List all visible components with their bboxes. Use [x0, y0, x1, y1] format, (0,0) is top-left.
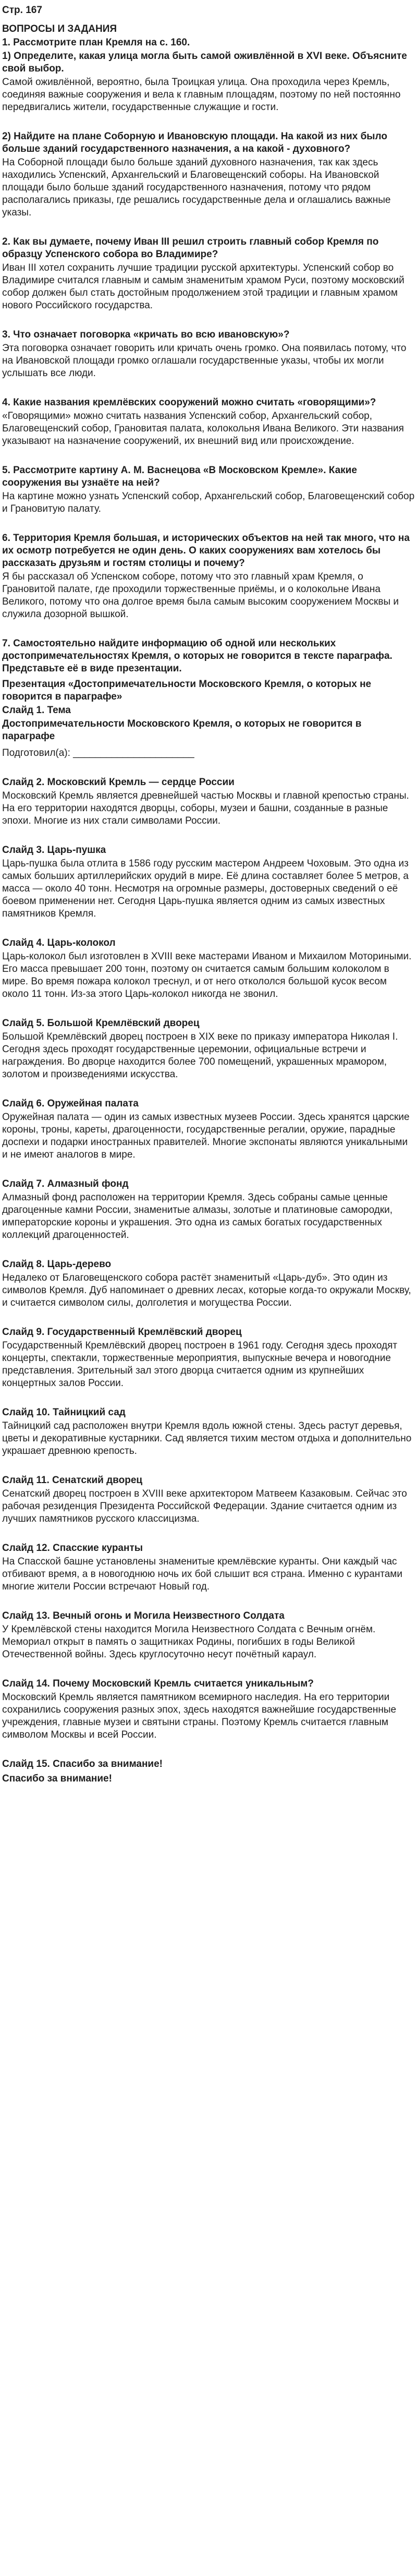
- slide-heading: Слайд 12. Спасские куранты: [2, 1543, 143, 1554]
- slide-body: Царь-колокол был изготовлен в XVIII веке мастерами Иваном и Михаилом Моториными. Его масса превышает 200 тонн, поэтому он считается самым большим колоколом в мире. Во время пожара колокол треснул, и от него откололся большой кусок весом около 11 тонн. Из-за этого Царь-колокол никогда не звонил.: [2, 951, 412, 1000]
- slide-heading: Слайд 9. Государственный Кремлёвский дворец: [2, 1327, 242, 1338]
- slide-block: [2, 1098, 415, 1161]
- questions-list: [2, 37, 415, 675]
- answer-text: На картине можно узнать Успенский собор, Архангельский собор, Благовещенский собор и Грановитую палату.: [2, 491, 415, 514]
- slide-block: [2, 1017, 415, 1081]
- question-text: 7. Самостоятельно найдите информацию об одной или нескольких достопримечательностях Кремля, о которых не говорится в тексте параграфа. Представьте её в виде презентации.: [2, 638, 393, 674]
- slide-block: [2, 1758, 415, 1771]
- prepared-by-line: Подготовил(а): ______________________: [2, 748, 194, 759]
- slide-block: [2, 1474, 415, 1525]
- slide-block: [2, 1258, 415, 1309]
- question-block: [2, 532, 415, 621]
- question-block: [2, 329, 415, 380]
- closing-text: Спасибо за внимание!: [2, 1773, 112, 1784]
- slide-heading: Слайд 10. Тайницкий сад: [2, 1407, 126, 1418]
- slide-block: [2, 844, 415, 920]
- slide-heading: Слайд 7. Алмазный фонд: [2, 1178, 129, 1189]
- slide-heading: Слайд 14. Почему Московский Кремль считается уникальным?: [2, 1678, 314, 1689]
- slide-heading: Слайд 6. Оружейная палата: [2, 1098, 139, 1109]
- slide-body: Государственный Кремлёвский дворец построен в 1961 году. Сегодня здесь проходят концерты, спектакли, торжественные мероприятия, выпускные вечера и новогодние представления. Зрительный зал этого дворца считается одним из крупнейших концертных залов России.: [2, 1340, 398, 1389]
- slide-block: [2, 1178, 415, 1242]
- question-text: 1) Определите, какая улица могла быть самой оживлённой в XVI веке. Объясните свой выбор.: [2, 51, 407, 74]
- slide-heading: Слайд 13. Вечный огонь и Могила Неизвестного Солдата: [2, 1610, 285, 1621]
- question-text: 4. Какие названия кремлёвских сооружений можно считать «говорящими»?: [2, 397, 376, 408]
- slide-body: Московский Кремль является памятником всемирного наследия. На его территории сохранились сооружения разных эпох, здесь находятся важнейшие государственные учреждения, главные музеи и святыни страны. Поэтому Кремль считается главным символом Москвы и всей России.: [2, 1692, 397, 1740]
- slide-body: Алмазный фонд расположен на территории Кремля. Здесь собраны самые ценные драгоценные камни России, знаменитые алмазы, золотые и платиновые самородки, императорские короны и украшения. Это одна из самых богатых государственных коллекций драгоценностей.: [2, 1192, 393, 1241]
- question-text: 6. Территория Кремля большая, и исторических объектов на ней так много, что на их осмотр потребуется не один день. О каких сооружениях вам хотелось бы рассказать друзьям и гостям столицы и почему?: [2, 533, 410, 569]
- question-block: [2, 236, 415, 312]
- slide-body: Недалеко от Благовещенского собора растёт знаменитый «Царь-дуб». Это один из символов Кремля. Дуб напоминает о древних лесах, которые когда-то окружали Москву, и считается символом силы, долголетия и могущества России.: [2, 1272, 411, 1308]
- slide-block: [2, 1326, 415, 1390]
- question-text: 3. Что означает поговорка «кричать во всю ивановскую»?: [2, 329, 290, 340]
- slide-body: Оружейная палата — один из самых известных музеев России. Здесь хранятся царские короны, троны, кареты, драгоценности, государственные регалии, оружие, парадные доспехи и подарки иностранных правителей. Многие экспонаты являются уникальными и не имеют аналогов в мире.: [2, 1112, 410, 1160]
- slide-block: [2, 937, 415, 1001]
- slide-heading: Слайд 4. Царь-колокол: [2, 937, 116, 948]
- question-text: 2) Найдите на плане Соборную и Ивановскую площади. На какой из них было больше зданий государственного назначения, а на какой - духовного?: [2, 131, 387, 154]
- slide-body: Сенатский дворец построен в XVIII веке архитектором Матвеем Казаковым. Сейчас это рабочая резиденция Президента Российской Федерации. Здание считается одним из лучших памятников русского классицизма.: [2, 1488, 407, 1524]
- question-block: [2, 37, 415, 114]
- slide-body: Тайницкий сад расположен внутри Кремля вдоль южной стены. Здесь растут деревья, цветы и декоративные кустарники. Сад является тихим местом отдыха и дополнительно украшает древнюю крепость.: [2, 1421, 412, 1456]
- section-title: ВОПРОСЫ И ЗАДАНИЯ: [2, 23, 117, 34]
- question-text: 1. Рассмотрите план Кремля на с. 160.: [2, 37, 190, 48]
- slide-heading: Слайд 2. Московский Кремль — сердце России: [2, 777, 235, 788]
- slide-heading: Слайд 8. Царь-дерево: [2, 1259, 112, 1270]
- slide-block: [2, 1678, 415, 1741]
- answer-text: Эта поговорка означает говорить или кричать очень громко. Она появилась потому, что на Ивановской площади громко оглашали государственные указы, чтобы их могли услышать все люди.: [2, 343, 407, 379]
- question-text: 5. Рассмотрите картину А. М. Васнецова «В Московском Кремле». Какие сооружения вы узнаёте на ней?: [2, 465, 357, 488]
- slide-block: [2, 1406, 415, 1458]
- slide-subtitle: Достопримечательности Московского Кремля, о которых не говорится в параграфе: [2, 718, 362, 742]
- slide-body: На Спасской башне установлены знаменитые кремлёвские куранты. Они каждый час отбивают время, а в новогоднюю ночь их бой слышит вся страна. Именно с курантами многие жители России встречают Новый год.: [2, 1556, 402, 1592]
- answer-text: Я бы рассказал об Успенском соборе, потому что это главный храм Кремля, о Грановитой палате, где проходили торжественные приёмы, и о колокольне Ивана Великого, потому что она долгое время была самым высоким сооружением Москвы и служила дозорной вышкой.: [2, 571, 399, 620]
- slide-body: Московский Кремль является древнейшей частью Москвы и главной крепостью страны. На его территории находятся дворцы, соборы, музеи и башни, созданные в разные эпохи. Многие из них стали символами России.: [2, 790, 409, 826]
- slides-list: [2, 704, 415, 1771]
- question-block: [2, 464, 415, 515]
- slide-heading: Слайд 5. Большой Кремлёвский дворец: [2, 1018, 200, 1029]
- slide-heading: Слайд 3. Царь-пушка: [2, 845, 106, 856]
- answer-text: На Соборной площади было больше зданий духовного назначения, так как здесь находились Успенский, Архангельский и Благовещенский соборы. На Ивановской площади было больше зданий государственного назначения, потому что рядом располагались приказы, где решались государственные дела и оглашались важные указы.: [2, 157, 391, 218]
- slide-block: [2, 1610, 415, 1661]
- slide-block: [2, 776, 415, 827]
- slide-heading: Слайд 1. Тема: [2, 705, 71, 716]
- page-number: Стр. 167: [2, 5, 42, 16]
- slide-body: Царь-пушка была отлита в 1586 году русским мастером Андреем Чоховым. Это одна из самых больших артиллерийских орудий в мире. Её длина составляет более 5 метров, а масса — около 40 тонн. Несмотря на огромные размеры, достоверных сведений о её боевом применении нет. Сегодня Царь-пушка является одним из самых известных памятников Кремля.: [2, 858, 409, 919]
- question-block: [2, 637, 415, 675]
- slide-heading: Слайд 15. Спасибо за внимание!: [2, 1759, 163, 1770]
- answer-text: «Говорящими» можно считать названия Успенский собор, Архангельский собор, Благовещенский собор, Грановитая палата, колокольня Ивана Великого. Эти названия указывают на назначение сооружений, их внешний вид или происхождение.: [2, 411, 404, 447]
- answer-text: Иван III хотел сохранить лучшие традиции русской архитектуры. Успенский собор во Владимире считался главным и самым знаменитым храмом Руси, поэтому московский собор должен был стать достойным продолжением этой традиции и главным храмом нового Российского государства.: [2, 262, 404, 311]
- slide-block: [2, 1542, 415, 1593]
- slide-body: Большой Кремлёвский дворец построен в XIX веке по приказу императора Николая I. Сегодня здесь проходят государственные церемонии, официальные встречи и награждения. Во дворце находится более 700 помещений, украшенных мрамором, золотом и произведениями искусства.: [2, 1031, 398, 1080]
- question-text: 2. Как вы думаете, почему Иван III решил строить главный собор Кремля по образцу Успенского собора во Владимире?: [2, 236, 379, 260]
- slide-body: У Кремлёвской стены находится Могила Неизвестного Солдата с Вечным огнём. Мемориал открыт в память о защитниках Родины, погибших в годы Великой Отечественной войны. Здесь круглосуточно несут почётный караул.: [2, 1624, 376, 1660]
- question-block: [2, 396, 415, 448]
- question-block: [2, 130, 415, 219]
- presentation-title: Презентация «Достопримечательности Московского Кремля, о которых не говорится в параграфе»: [2, 679, 372, 702]
- slide-block: [2, 704, 415, 760]
- slide-heading: Слайд 11. Сенатский дворец: [2, 1475, 143, 1486]
- answer-text: Самой оживлённой, вероятно, была Троицкая улица. Она проходила через Кремль, соединяя важные сооружения и вела к главным площадям, поэтому по ней постоянно передвигались жители, государственные служащие и гости.: [2, 77, 401, 113]
